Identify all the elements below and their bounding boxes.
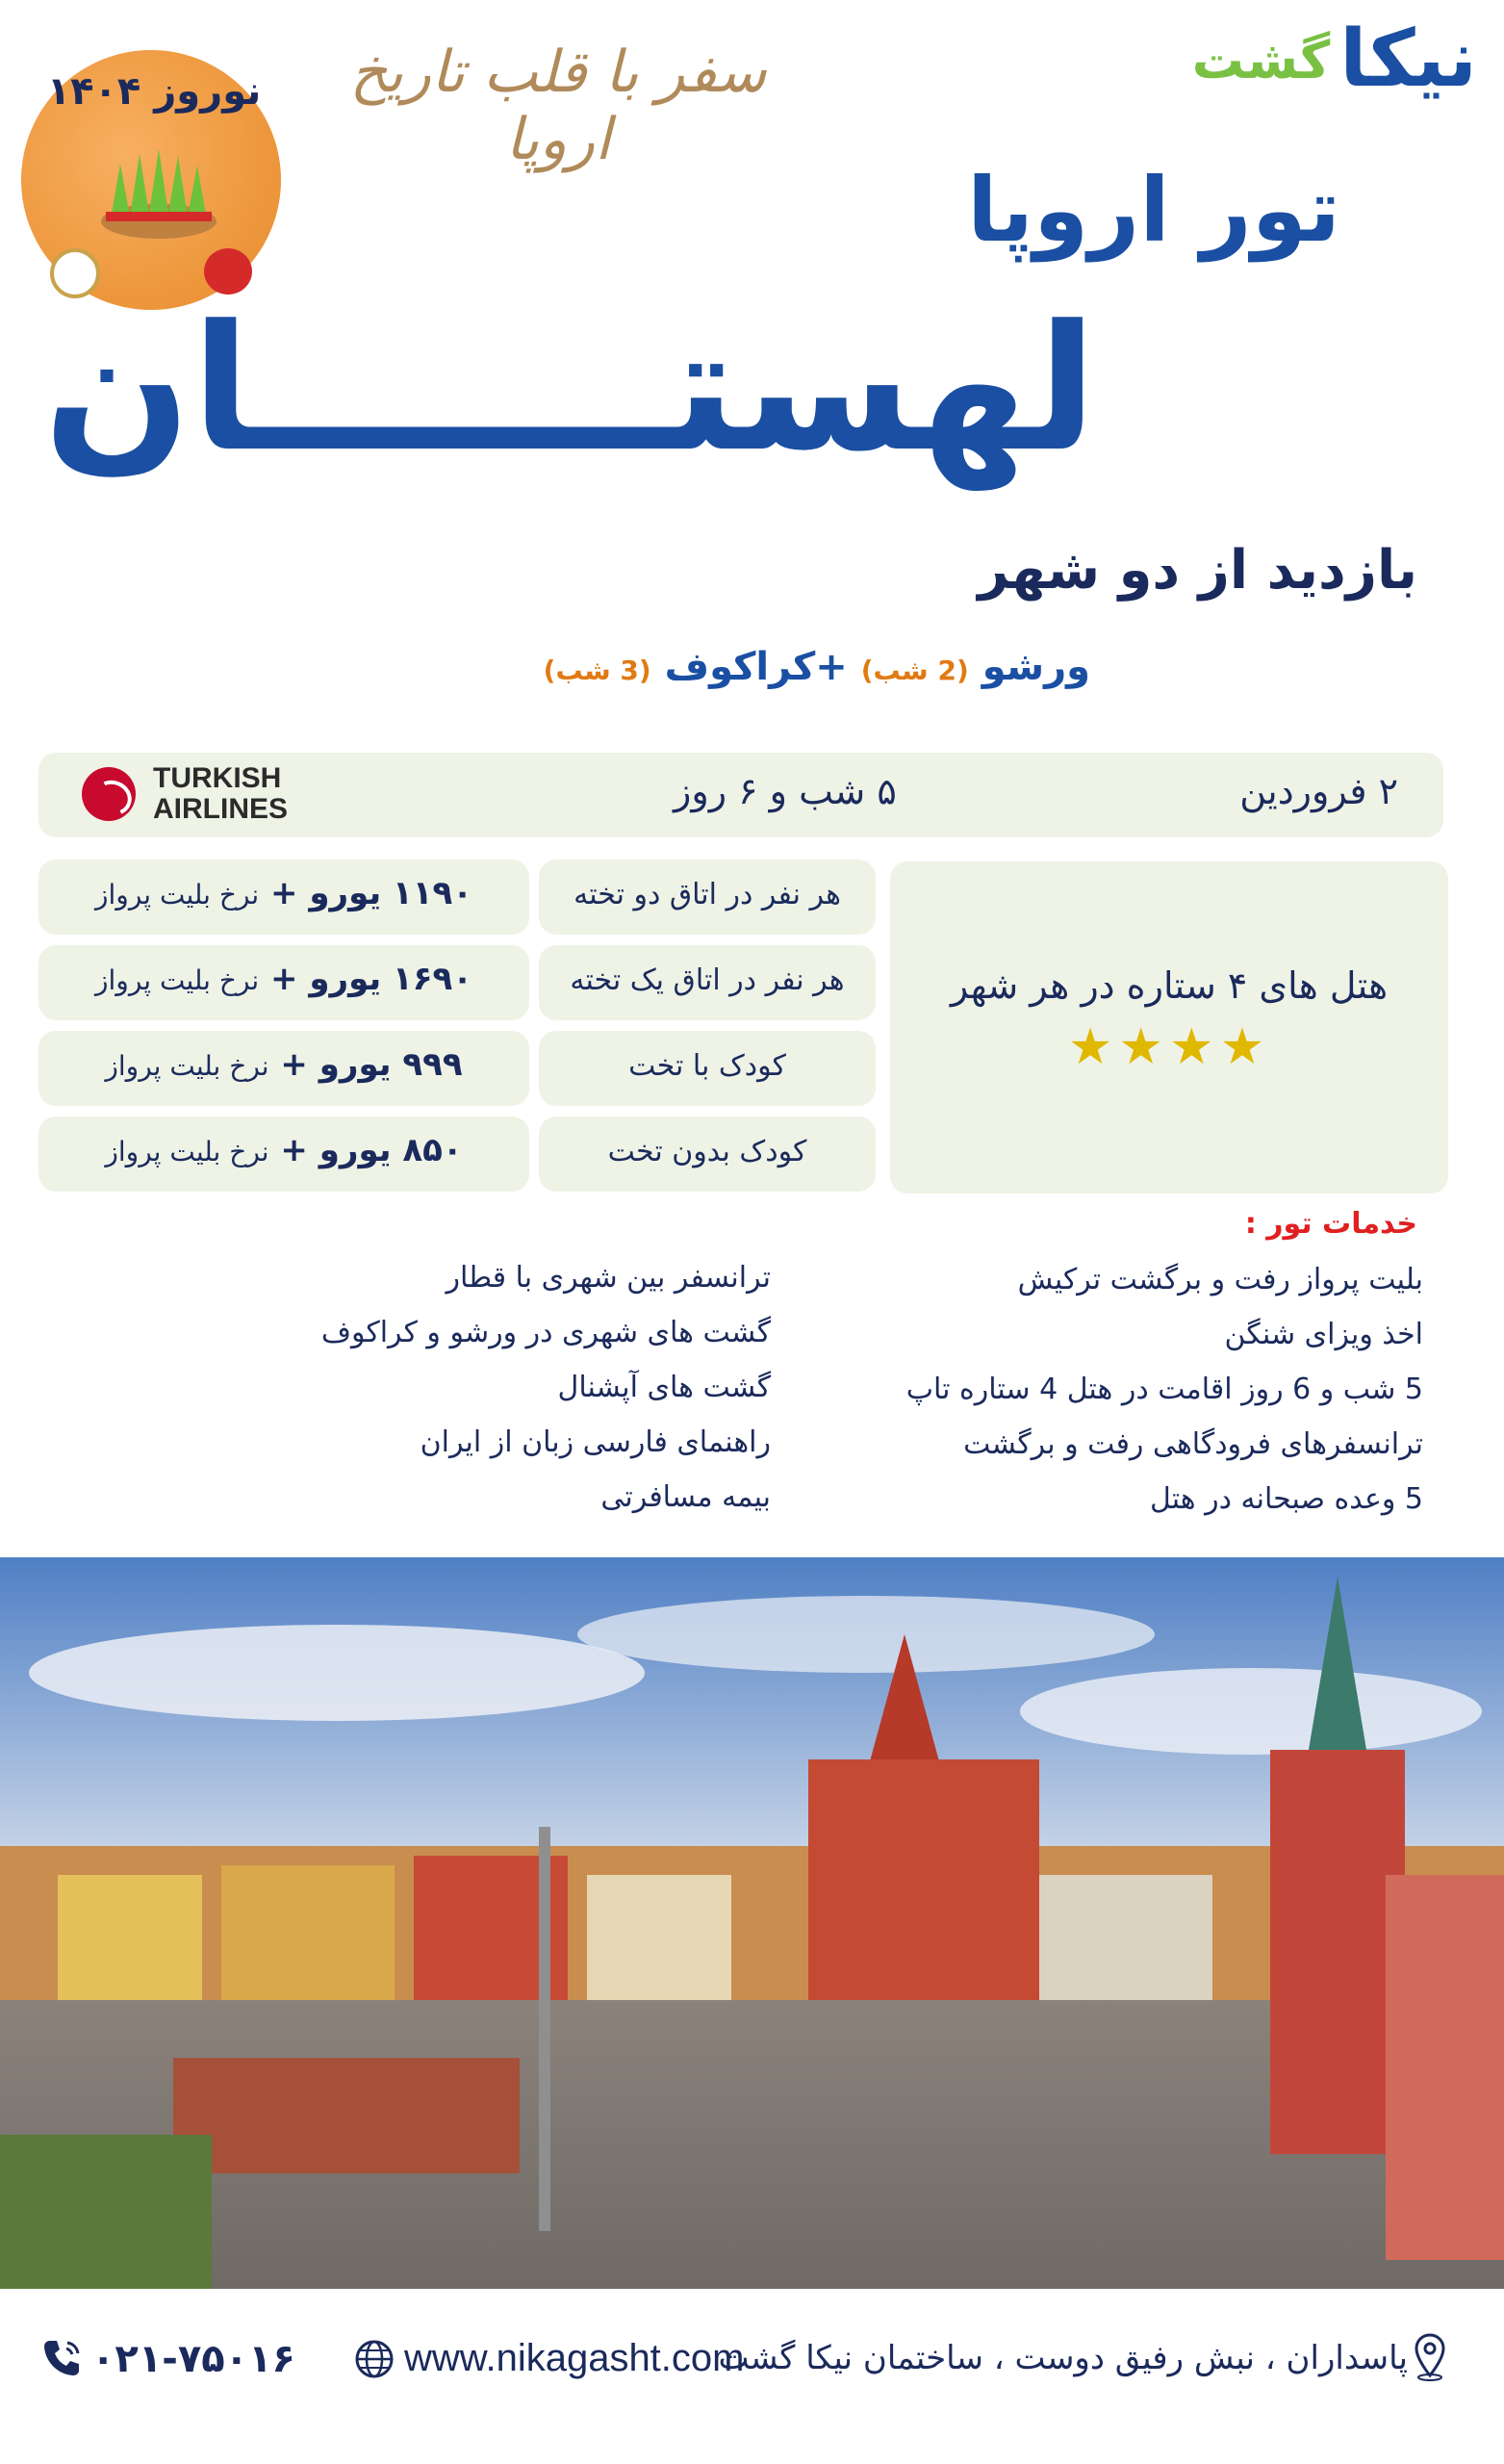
phone-number[interactable]: ۰۲۱-۷۵۰۱۶	[91, 2337, 295, 2381]
tour-duration: ۵ شب و ۶ روز	[674, 770, 897, 812]
location-pin-icon	[1414, 2333, 1446, 2381]
services-title: خدمات تور :	[1244, 1207, 1417, 1241]
website-link[interactable]: www.nikagasht.com	[404, 2337, 745, 2379]
turkish-airlines-icon	[82, 767, 136, 821]
sabzeh-icon	[87, 144, 231, 241]
service-item: گشت های شهری در ورشو و کراکوف	[320, 1316, 771, 1349]
service-item: ترانسفر بین شهری با قطار	[446, 1261, 771, 1295]
tour-title: تور اروپا	[967, 159, 1340, 262]
globe-icon	[354, 2339, 395, 2379]
brand-logo	[1160, 12, 1477, 108]
price-note: نرخ بلیت پرواز	[105, 1136, 269, 1168]
price-value	[38, 960, 529, 998]
airline-logo	[82, 763, 288, 825]
airline-name-line2: AIRLINES	[153, 793, 289, 825]
logo-mark: نیکا	[1339, 13, 1477, 105]
phone-icon	[40, 2337, 83, 2379]
price-value	[38, 874, 529, 912]
city-warsaw-nights: (2 شب)	[860, 654, 969, 686]
star-rating: ★★★★	[1067, 1018, 1271, 1076]
service-item: 5 شب و 6 روز اقامت در هتل 4 ستاره تاپ	[905, 1373, 1423, 1406]
service-item: اخذ ویزای شنگن	[1224, 1318, 1423, 1351]
room-type-label: هر نفر در اتاق یک تخته	[570, 963, 845, 997]
price-note: نرخ بلیت پرواز	[105, 1050, 269, 1082]
price-amount: ۹۹۹ یورو +	[280, 1045, 463, 1084]
price-amount: ۱۶۹۰ یورو +	[270, 960, 472, 998]
price-note: نرخ بلیت پرواز	[95, 879, 260, 911]
service-item: ترانسفرهای فرودگاهی رفت و برگشت	[963, 1427, 1423, 1461]
room-type-label: هر نفر در اتاق دو تخته	[574, 878, 841, 911]
price-note: نرخ بلیت پرواز	[95, 964, 260, 996]
warsaw-photo	[0, 1557, 1504, 2289]
country-title: لهستـــــــان	[43, 289, 1097, 490]
departure-date: ۲ فروردین	[1239, 770, 1398, 812]
airline-name-line1: TURKISH	[153, 762, 282, 794]
slogan: سفر با قلب تاریخ اروپا	[349, 38, 767, 173]
service-item: 5 وعده صبحانه در هتل	[1150, 1482, 1423, 1516]
price-value	[38, 1131, 529, 1169]
airline-name	[153, 763, 288, 825]
service-item: راهنمای فارسی زبان از ایران	[420, 1425, 771, 1459]
service-item: بلیت پرواز رفت و برگشت ترکیش	[1017, 1263, 1423, 1296]
city-krakow: +کراکوف	[664, 645, 848, 689]
nowruz-label: نوروز ۱۴۰۴	[46, 69, 262, 114]
visit-heading: بازدید از دو شهر	[978, 539, 1417, 602]
service-item: بیمه مسافرتی	[600, 1480, 771, 1514]
cities-line	[544, 645, 1090, 689]
hotel-text: هتل های ۴ ستاره در هر شهر	[950, 964, 1389, 1007]
city-krakow-nights: (3 شب)	[543, 654, 651, 686]
price-amount: ۸۵۰ یورو +	[280, 1131, 463, 1169]
address: پاسداران ، نبش رفیق دوست ، ساختمان نیکا گشت	[718, 2339, 1408, 2377]
room-type-label: کودک بدون تخت	[607, 1135, 807, 1168]
room-type-label: کودک با تخت	[628, 1049, 786, 1083]
price-value	[38, 1045, 529, 1084]
service-item: گشت های آپشنال	[557, 1371, 771, 1404]
apple-icon	[204, 248, 252, 295]
city-warsaw: ورشو	[981, 645, 1090, 689]
price-amount: ۱۱۹۰ یورو +	[270, 874, 472, 912]
logo-word: گشت	[1191, 29, 1331, 90]
